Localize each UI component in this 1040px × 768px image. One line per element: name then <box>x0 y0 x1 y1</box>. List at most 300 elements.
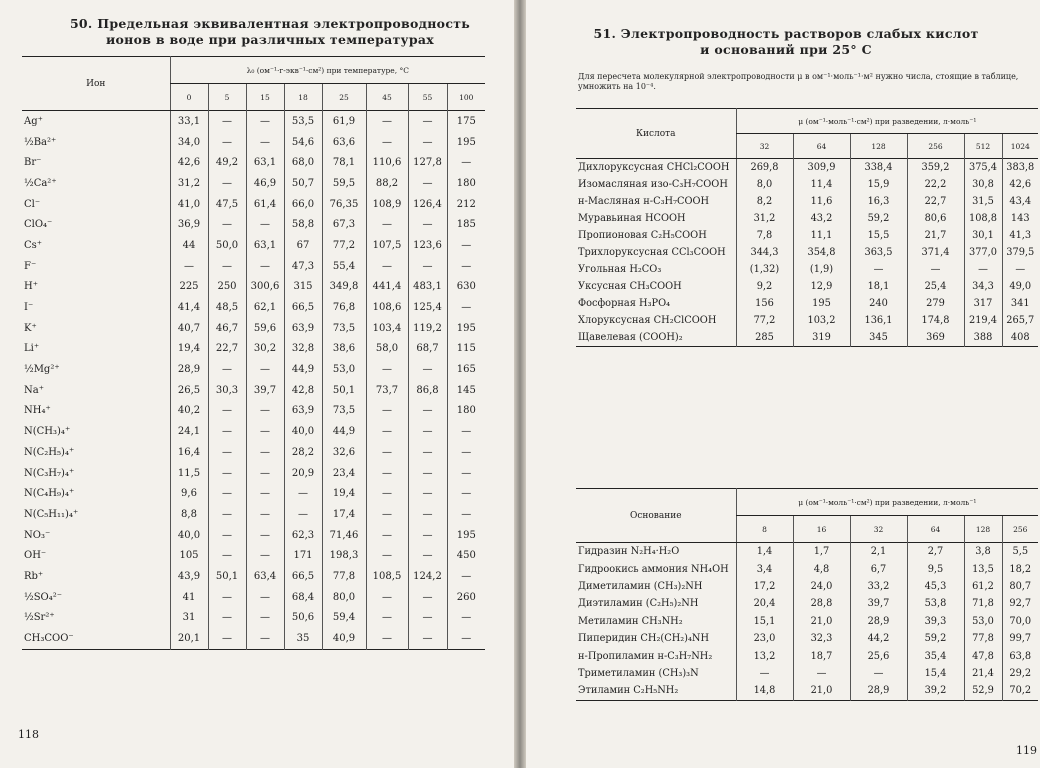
value-cell: 31,5 <box>964 193 1002 210</box>
dilution-header: 32 <box>736 134 793 159</box>
value-cell: 8,2 <box>736 193 793 210</box>
ion-cell: Ag⁺ <box>24 115 43 127</box>
table-row <box>22 401 485 422</box>
value-cell: 107,5 <box>366 235 408 256</box>
bases-group-header: μ (ом⁻¹·моль⁻¹·см²) при разведении, л·моль⁻¹ <box>736 489 1038 516</box>
value-cell: 76,8 <box>322 297 366 318</box>
value-cell: 77,2 <box>736 312 793 329</box>
value-cell: 68,4 <box>284 587 322 608</box>
acid-name-cell: н-Масляная н-C₃H₇COOH <box>578 196 710 207</box>
value-cell: 49,0 <box>1002 278 1038 295</box>
acid-name-cell: Уксусная CH₃COOH <box>578 281 682 292</box>
value-cell: 20,1 <box>170 628 208 649</box>
value-cell: 40,0 <box>170 525 208 546</box>
table-row <box>22 235 485 256</box>
table-row <box>576 665 1038 682</box>
value-cell: 1,4 <box>736 543 793 561</box>
value-cell: — <box>447 566 485 587</box>
acid-name-cell: Хлоруксусная CH₂ClCOOH <box>578 315 717 326</box>
value-cell: — <box>366 214 408 235</box>
value-cell: 349,8 <box>322 277 366 298</box>
ion-cell: N(C₅H₁₁)₄⁺ <box>24 508 79 520</box>
value-cell: 63,1 <box>246 235 284 256</box>
value-cell: 39,7 <box>850 595 907 612</box>
value-cell: 33,2 <box>850 578 907 595</box>
value-cell: 54,6 <box>284 132 322 153</box>
value-cell: 63,4 <box>246 566 284 587</box>
table-row <box>576 193 1038 210</box>
value-cell: 369 <box>907 329 964 347</box>
value-cell: 483,1 <box>408 277 447 298</box>
value-cell: — <box>447 256 485 277</box>
value-cell: — <box>208 359 246 380</box>
value-cell: 30,1 <box>964 227 1002 244</box>
value-cell: — <box>246 401 284 422</box>
table-row <box>22 256 485 277</box>
value-cell: 108,9 <box>366 194 408 215</box>
value-cell: 66,0 <box>284 194 322 215</box>
table-row <box>576 578 1038 595</box>
bases-table <box>576 488 1038 701</box>
value-cell: 47,5 <box>208 194 246 215</box>
value-cell: 53,0 <box>322 359 366 380</box>
value-cell: 50,0 <box>208 235 246 256</box>
table-51-title-line2: и оснований при 25° С <box>700 42 872 57</box>
table-row <box>22 628 485 649</box>
value-cell: 68,7 <box>408 339 447 360</box>
value-cell: 11,4 <box>793 176 850 193</box>
value-cell: — <box>408 525 447 546</box>
ion-cell: Br⁻ <box>24 157 42 169</box>
value-cell: — <box>366 504 408 525</box>
table-row <box>576 227 1038 244</box>
value-cell: 240 <box>850 295 907 312</box>
value-cell: — <box>246 214 284 235</box>
value-cell: 28,9 <box>170 359 208 380</box>
value-cell: 47,8 <box>964 647 1002 664</box>
base-name-cell: н-Пропиламин н-C₃H₇NH₂ <box>578 650 713 662</box>
value-cell: 12,9 <box>793 278 850 295</box>
value-cell: 67 <box>284 235 322 256</box>
value-cell: — <box>246 504 284 525</box>
value-cell: 124,2 <box>408 566 447 587</box>
value-cell: 15,5 <box>850 227 907 244</box>
value-cell: — <box>447 421 485 442</box>
value-cell: 62,1 <box>246 297 284 318</box>
table-row <box>576 630 1038 647</box>
value-cell: 108,6 <box>366 297 408 318</box>
value-cell: 43,9 <box>170 566 208 587</box>
value-cell: — <box>246 111 284 132</box>
value-cell: — <box>208 608 246 629</box>
value-cell: — <box>408 111 447 132</box>
value-cell: 31 <box>170 608 208 629</box>
value-cell: 77,8 <box>964 630 1002 647</box>
value-cell: 38,6 <box>322 339 366 360</box>
value-cell: 16,4 <box>170 442 208 463</box>
value-cell: 2,1 <box>850 543 907 561</box>
value-cell: 19,4 <box>322 483 366 504</box>
value-cell: — <box>736 665 793 682</box>
value-cell: 68,0 <box>284 152 322 173</box>
value-cell: — <box>246 587 284 608</box>
value-cell: 23,4 <box>322 463 366 484</box>
ion-cell: H⁺ <box>24 281 38 293</box>
value-cell: 115 <box>447 339 485 360</box>
value-cell: — <box>366 421 408 442</box>
value-cell: 108,5 <box>366 566 408 587</box>
value-cell: 34,3 <box>964 278 1002 295</box>
value-cell: 78,1 <box>322 152 366 173</box>
value-cell: 63,8 <box>1002 647 1038 664</box>
value-cell: — <box>208 525 246 546</box>
value-cell: 354,8 <box>793 244 850 261</box>
value-cell: — <box>366 483 408 504</box>
value-cell: 11,6 <box>793 193 850 210</box>
value-cell: 379,5 <box>1002 244 1038 261</box>
table-50-title <box>60 16 480 48</box>
ion-cell: CH₃COO⁻ <box>24 633 74 645</box>
dilution-header: 64 <box>793 134 850 159</box>
value-cell: 70,2 <box>1002 682 1038 700</box>
value-cell: 15,9 <box>850 176 907 193</box>
value-cell: 359,2 <box>907 159 964 177</box>
ion-cell: ½SO₄²⁻ <box>24 591 63 603</box>
value-cell: — <box>246 608 284 629</box>
value-cell: 136,1 <box>850 312 907 329</box>
dilution-header: 256 <box>907 134 964 159</box>
value-cell: 31,2 <box>170 173 208 194</box>
value-cell: 341 <box>1002 295 1038 312</box>
value-cell: 9,6 <box>170 483 208 504</box>
value-cell: — <box>907 261 964 278</box>
value-cell: 279 <box>907 295 964 312</box>
dilution-header: 1024 <box>1002 134 1038 159</box>
value-cell: 17,2 <box>736 578 793 595</box>
value-cell: 42,8 <box>284 380 322 401</box>
value-cell: — <box>366 463 408 484</box>
value-cell: 86,8 <box>408 380 447 401</box>
value-cell: 180 <box>447 173 485 194</box>
table-row <box>576 647 1038 664</box>
acids-group-header: μ (ом⁻¹·моль⁻¹·см²) при разведении, л·моль⁻¹ <box>736 109 1038 134</box>
value-cell: — <box>246 442 284 463</box>
value-cell: 8,8 <box>170 504 208 525</box>
value-cell: 24,1 <box>170 421 208 442</box>
value-cell: — <box>208 587 246 608</box>
value-cell: — <box>366 587 408 608</box>
value-cell: 377,0 <box>964 244 1002 261</box>
value-cell: 315 <box>284 277 322 298</box>
value-cell: 105 <box>170 545 208 566</box>
value-cell: 22,7 <box>907 193 964 210</box>
value-cell: 156 <box>736 295 793 312</box>
value-cell: 39,2 <box>907 682 964 700</box>
dilution-header: 64 <box>907 516 964 543</box>
value-cell: (1,9) <box>793 261 850 278</box>
value-cell: 103,2 <box>793 312 850 329</box>
right-page <box>526 0 1040 768</box>
table-row <box>576 613 1038 630</box>
value-cell: 76,35 <box>322 194 366 215</box>
base-column-header: Основание <box>576 489 736 543</box>
base-name-cell: Метиламин CH₃NH₂ <box>578 615 683 627</box>
value-cell: 225 <box>170 277 208 298</box>
base-name-cell: Гидразин N₂H₄·H₂O <box>578 546 680 558</box>
table-row <box>576 543 1038 561</box>
value-cell: 9,5 <box>907 560 964 577</box>
ion-cell: N(C₂H₅)₄⁺ <box>24 446 75 458</box>
value-cell: — <box>408 483 447 504</box>
value-cell: 185 <box>447 214 485 235</box>
value-cell: 61,4 <box>246 194 284 215</box>
dilution-header: 8 <box>736 516 793 543</box>
value-cell: 99,7 <box>1002 630 1038 647</box>
value-cell: 44,9 <box>322 421 366 442</box>
value-cell: 26,5 <box>170 380 208 401</box>
value-cell: 58,0 <box>366 339 408 360</box>
temp-header: 55 <box>408 84 447 111</box>
table-row <box>576 278 1038 295</box>
value-cell: 42,6 <box>170 152 208 173</box>
value-cell: 50,7 <box>284 173 322 194</box>
table-row <box>22 152 485 173</box>
value-cell: 1,7 <box>793 543 850 561</box>
value-cell: — <box>408 442 447 463</box>
temp-header: 15 <box>246 84 284 111</box>
value-cell: 41,3 <box>1002 227 1038 244</box>
value-cell: 71,46 <box>322 525 366 546</box>
value-cell: 59,4 <box>322 608 366 629</box>
value-cell: — <box>793 665 850 682</box>
value-cell: 171 <box>284 545 322 566</box>
value-cell: — <box>408 421 447 442</box>
table-row <box>576 329 1038 347</box>
value-cell: 11,1 <box>793 227 850 244</box>
book-gutter <box>514 0 526 768</box>
value-cell: 39,3 <box>907 613 964 630</box>
table-row <box>576 261 1038 278</box>
value-cell: — <box>408 401 447 422</box>
value-cell: 6,7 <box>850 560 907 577</box>
value-cell: 5,5 <box>1002 543 1038 561</box>
value-cell: — <box>208 463 246 484</box>
table-row <box>22 525 485 546</box>
value-cell: 53,0 <box>964 613 1002 630</box>
value-cell: 42,6 <box>1002 176 1038 193</box>
table-row <box>22 608 485 629</box>
value-cell: 25,4 <box>907 278 964 295</box>
value-cell: 24,0 <box>793 578 850 595</box>
value-cell: 15,1 <box>736 613 793 630</box>
value-cell: — <box>170 256 208 277</box>
ion-cell: Rb⁺ <box>24 570 44 582</box>
value-cell: — <box>408 173 447 194</box>
value-cell: 20,9 <box>284 463 322 484</box>
value-cell: 20,4 <box>736 595 793 612</box>
value-cell: 40,9 <box>322 628 366 649</box>
value-cell: 34,0 <box>170 132 208 153</box>
value-cell: 22,2 <box>907 176 964 193</box>
temp-header: 5 <box>208 84 246 111</box>
value-cell: 21,4 <box>964 665 1002 682</box>
value-cell: 18,2 <box>1002 560 1038 577</box>
table-50-title-line2: ионов в воде при различных температурах <box>105 32 435 47</box>
acid-name-cell: Дихлоруксусная CHCl₂COOH <box>578 162 730 173</box>
value-cell: — <box>964 261 1002 278</box>
base-name-cell: Диэтиламин (C₂H₅)₂NH <box>578 598 699 610</box>
bases-table-body <box>576 543 1038 701</box>
value-cell: — <box>447 608 485 629</box>
value-cell: 88,2 <box>366 173 408 194</box>
ion-cell: OH⁻ <box>24 550 47 562</box>
value-cell: 35,4 <box>907 647 964 664</box>
value-cell: 33,1 <box>170 111 208 132</box>
value-cell: 126,4 <box>408 194 447 215</box>
value-cell: 198,3 <box>322 545 366 566</box>
ion-cell: ½Sr²⁺ <box>24 612 55 624</box>
value-cell: — <box>208 214 246 235</box>
value-cell: 80,7 <box>1002 578 1038 595</box>
value-cell: 25,6 <box>850 647 907 664</box>
value-cell: 319 <box>793 329 850 347</box>
value-cell: 219,4 <box>964 312 1002 329</box>
value-cell: 250 <box>208 277 246 298</box>
value-cell: 265,7 <box>1002 312 1038 329</box>
table-row <box>22 297 485 318</box>
temp-header: 100 <box>447 84 485 111</box>
table-row <box>576 210 1038 227</box>
acid-column-header: Кислота <box>576 109 736 159</box>
value-cell: 16,3 <box>850 193 907 210</box>
temp-header: 25 <box>322 84 366 111</box>
value-cell: — <box>366 628 408 649</box>
value-cell: 46,9 <box>246 173 284 194</box>
value-cell: 195 <box>447 132 485 153</box>
value-cell: — <box>366 111 408 132</box>
value-cell: 11,5 <box>170 463 208 484</box>
value-cell: 3,8 <box>964 543 1002 561</box>
value-cell: 36,9 <box>170 214 208 235</box>
value-cell: 70,0 <box>1002 613 1038 630</box>
temp-header: 0 <box>170 84 208 111</box>
value-cell: — <box>208 442 246 463</box>
value-cell: — <box>366 608 408 629</box>
ion-cell: NH₄⁺ <box>24 405 51 417</box>
ion-cell: Na⁺ <box>24 384 44 396</box>
value-cell: 71,8 <box>964 595 1002 612</box>
temperature-group-header: λ₀ (ом⁻¹·г-экв⁻¹·см²) при температуре, °С <box>170 57 485 84</box>
table-row <box>22 194 485 215</box>
dilution-header: 128 <box>850 134 907 159</box>
table-row <box>22 111 485 132</box>
value-cell: 63,9 <box>284 401 322 422</box>
page-number-right: 119 <box>1016 744 1037 757</box>
table-row <box>22 173 485 194</box>
value-cell: 52,9 <box>964 682 1002 700</box>
value-cell: 28,9 <box>850 613 907 630</box>
value-cell: — <box>208 545 246 566</box>
value-cell: 30,2 <box>246 339 284 360</box>
value-cell: 260 <box>447 587 485 608</box>
value-cell: 300,6 <box>246 277 284 298</box>
value-cell: — <box>246 483 284 504</box>
value-cell: 408 <box>1002 329 1038 347</box>
value-cell: 18,7 <box>793 647 850 664</box>
acid-name-cell: Пропионовая C₂H₅COOH <box>578 230 707 241</box>
table-row <box>576 312 1038 329</box>
value-cell: 48,5 <box>208 297 246 318</box>
table-row <box>576 682 1038 700</box>
table-row <box>22 277 485 298</box>
value-cell: — <box>284 504 322 525</box>
value-cell: 61,9 <box>322 111 366 132</box>
value-cell: 41,0 <box>170 194 208 215</box>
value-cell: 441,4 <box>366 277 408 298</box>
value-cell: 32,3 <box>793 630 850 647</box>
ion-cell: NO₃⁻ <box>24 529 51 541</box>
value-cell: 32,6 <box>322 442 366 463</box>
value-cell: — <box>447 235 485 256</box>
acid-name-cell: Трихлоруксусная CCl₃COOH <box>578 247 726 258</box>
value-cell: 77,8 <box>322 566 366 587</box>
value-cell: — <box>246 463 284 484</box>
table-row <box>22 132 485 153</box>
acid-name-cell: Угольная H₂CO₃ <box>578 264 662 275</box>
dilution-header: 32 <box>850 516 907 543</box>
value-cell: 630 <box>447 277 485 298</box>
value-cell: 47,3 <box>284 256 322 277</box>
ion-cell: ½Ba²⁺ <box>24 136 57 148</box>
table-row <box>22 587 485 608</box>
temp-header: 45 <box>366 84 408 111</box>
value-cell: — <box>208 173 246 194</box>
table-row <box>576 595 1038 612</box>
temp-header: 18 <box>284 84 322 111</box>
dilution-header: 16 <box>793 516 850 543</box>
value-cell: — <box>408 256 447 277</box>
value-cell: — <box>208 483 246 504</box>
table-row <box>22 380 485 401</box>
acid-name-cell: Муравьиная HCOOH <box>578 213 686 224</box>
value-cell: — <box>246 628 284 649</box>
base-name-cell: Пиперидин CH₂(CH₂)₄NH <box>578 633 710 645</box>
table-row <box>22 504 485 525</box>
value-cell: 63,9 <box>284 318 322 339</box>
value-cell: — <box>447 152 485 173</box>
value-cell: — <box>284 483 322 504</box>
value-cell: 59,2 <box>850 210 907 227</box>
value-cell: 59,5 <box>322 173 366 194</box>
value-cell: 180 <box>447 401 485 422</box>
table-51-title <box>566 26 1006 58</box>
value-cell: — <box>408 463 447 484</box>
value-cell: 7,8 <box>736 227 793 244</box>
value-cell: 19,4 <box>170 339 208 360</box>
ion-cell: K⁺ <box>24 322 37 334</box>
value-cell: 28,9 <box>850 682 907 700</box>
value-cell: 371,4 <box>907 244 964 261</box>
value-cell: — <box>366 401 408 422</box>
value-cell: 123,6 <box>408 235 447 256</box>
value-cell: 195 <box>447 525 485 546</box>
value-cell: — <box>208 256 246 277</box>
value-cell: 145 <box>447 380 485 401</box>
value-cell: 13,5 <box>964 560 1002 577</box>
value-cell: 59,2 <box>907 630 964 647</box>
value-cell: 40,0 <box>284 421 322 442</box>
value-cell: — <box>408 628 447 649</box>
